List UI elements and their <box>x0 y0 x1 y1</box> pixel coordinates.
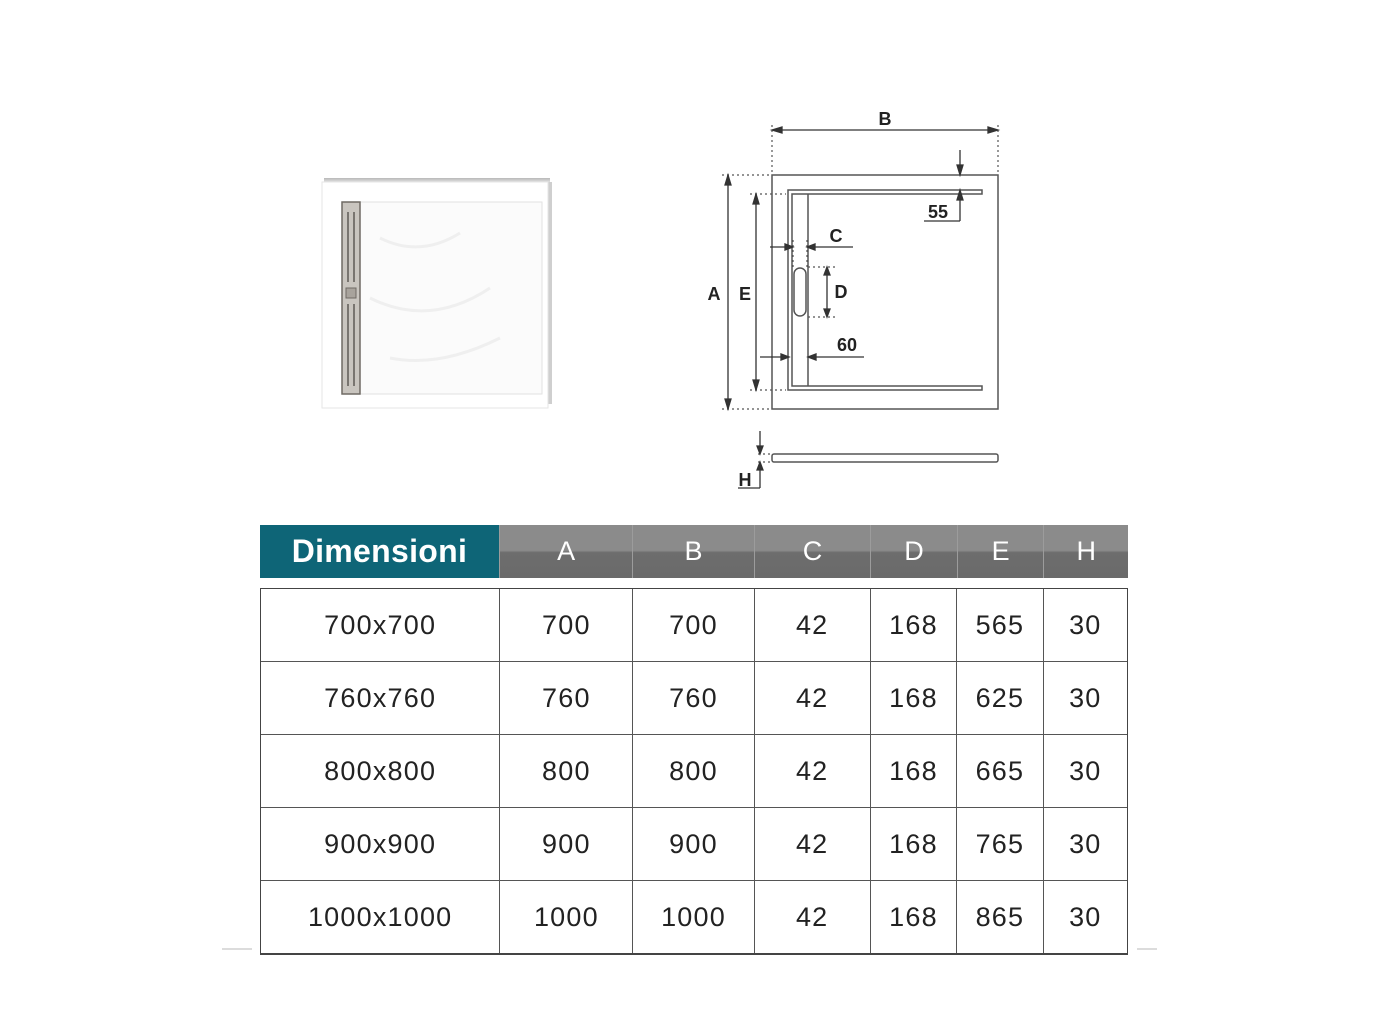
cell-e: 665 <box>956 735 1042 807</box>
divider-left <box>222 948 252 950</box>
cell-e: 565 <box>956 589 1042 661</box>
column-header-c: C <box>754 525 870 578</box>
label-60: 60 <box>836 335 858 355</box>
cell-c: 42 <box>754 808 870 880</box>
divider-right <box>1137 948 1157 950</box>
cell-c: 42 <box>754 881 870 953</box>
column-header-h: H <box>1043 525 1128 578</box>
cell-h: 30 <box>1043 662 1127 734</box>
cell-b: 760 <box>632 662 753 734</box>
cell-size: 760x760 <box>324 682 437 713</box>
table-row <box>261 807 1127 880</box>
table-row <box>261 880 1127 953</box>
cell-c: 42 <box>754 589 870 661</box>
cell-d: 168 <box>870 735 956 807</box>
label-e: E <box>738 284 752 304</box>
table-row <box>261 661 1127 734</box>
cell-d: 168 <box>870 589 956 661</box>
cell-d: 168 <box>870 881 956 953</box>
cell-a: 800 <box>499 735 632 807</box>
cell-e: 625 <box>956 662 1042 734</box>
label-d: D <box>834 282 848 302</box>
dimensions-table <box>260 525 1128 955</box>
cell-b: 700 <box>632 589 753 661</box>
cell-size: 1000x1000 <box>307 901 453 932</box>
label-a: A <box>707 284 721 304</box>
cell-h: 30 <box>1043 808 1127 880</box>
cell-c: 42 <box>754 662 870 734</box>
technical-drawing <box>700 100 1020 500</box>
column-header-a: A <box>499 525 632 578</box>
cell-size: 800x800 <box>324 755 437 786</box>
cell-b: 1000 <box>632 881 753 953</box>
table-row <box>261 734 1127 807</box>
table-header <box>260 525 1128 578</box>
cell-b: 800 <box>632 735 753 807</box>
cell-a: 1000 <box>499 881 632 953</box>
cell-a: 900 <box>499 808 632 880</box>
column-header-e: E <box>957 525 1044 578</box>
label-h: H <box>738 470 752 490</box>
column-header-d: D <box>870 525 957 578</box>
table-title: Dimensioni <box>260 525 499 578</box>
label-b: B <box>878 109 892 129</box>
cell-a: 760 <box>499 662 632 734</box>
shower-tray-image <box>320 178 552 410</box>
cell-e: 765 <box>956 808 1042 880</box>
cell-size: 700x700 <box>324 609 437 640</box>
cell-c: 42 <box>754 735 870 807</box>
cell-size: 900x900 <box>324 828 437 859</box>
shower-tray-photo <box>320 178 552 410</box>
cell-h: 30 <box>1043 589 1127 661</box>
table-body <box>260 588 1128 955</box>
cell-h: 30 <box>1043 735 1127 807</box>
cell-b: 900 <box>632 808 753 880</box>
label-55: 55 <box>927 202 949 222</box>
cell-a: 700 <box>499 589 632 661</box>
table-row <box>261 589 1127 661</box>
column-header-b: B <box>632 525 753 578</box>
label-c: C <box>829 226 843 246</box>
cell-e: 865 <box>956 881 1042 953</box>
cell-d: 168 <box>870 662 956 734</box>
cell-d: 168 <box>870 808 956 880</box>
cell-h: 30 <box>1043 881 1127 953</box>
